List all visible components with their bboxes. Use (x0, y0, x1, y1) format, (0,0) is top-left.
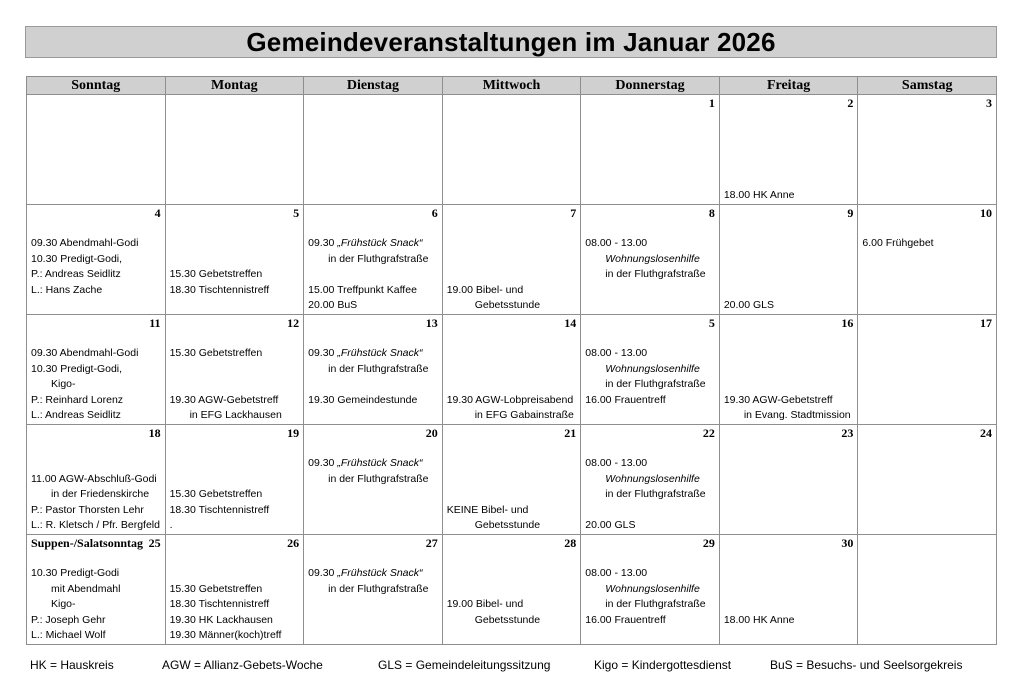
event-list (170, 456, 302, 534)
event-line: 09.30 „Frühstück Snack“ (308, 567, 423, 579)
event-line (31, 456, 163, 472)
event-line (170, 566, 302, 582)
day-cell-content (720, 425, 858, 534)
event-line: 10.30 Predigt-Godi (31, 567, 120, 579)
day-cell-content (443, 95, 581, 204)
day-cell (165, 425, 304, 535)
event-line: L.: Andreas Seidlitz (31, 409, 121, 422)
event-list (170, 346, 302, 424)
day-cell (581, 95, 720, 205)
day-cell-content (858, 205, 996, 314)
day-cell-content (581, 205, 719, 314)
day-cell-content (166, 205, 304, 314)
day-number: 9 (847, 206, 854, 220)
day-cell (442, 205, 581, 315)
day-cell (581, 315, 720, 425)
week-row (27, 425, 997, 535)
day-cell-content (720, 95, 858, 204)
title-bar (25, 26, 997, 58)
event-line: 15.00 Treffpunkt Kaffee (308, 283, 417, 296)
event-line (724, 362, 856, 378)
day-cell-content (443, 425, 581, 534)
day-cell-content (304, 425, 442, 534)
event-line: in der Fluthgrafstraße (328, 582, 429, 595)
event-line: 15.30 Gebetstreffen (169, 582, 263, 595)
event-line: in der Fluthgrafstraße (605, 378, 706, 391)
event-line: 09.30 „Frühstück Snack“ (308, 237, 423, 249)
event-line (724, 142, 856, 158)
event-line: 10.30 Predigt-Godi, (31, 252, 123, 265)
calendar-body (27, 95, 997, 645)
event-list (31, 346, 163, 424)
weekday-monday: Montag (165, 77, 304, 95)
day-cell-content (27, 315, 165, 424)
day-number: 12 (287, 316, 300, 330)
day-cell (858, 315, 997, 425)
event-list (308, 236, 440, 314)
day-number: 1 (708, 96, 715, 110)
weekday-friday: Freitag (719, 77, 858, 95)
event-line: 19.30 AGW-Gebetstreff (723, 393, 833, 406)
event-line: 19.30 Gemeindestunde (308, 393, 418, 406)
event-list (31, 566, 163, 644)
event-line: L.: Michael Wolf (31, 629, 106, 642)
event-line (447, 377, 579, 393)
event-line (447, 362, 579, 378)
page-title: Gemeindeveranstaltungen im Januar 2026 (246, 26, 776, 57)
day-number: 3 (986, 96, 992, 110)
day-cell (304, 315, 443, 425)
event-line: in der Friedenskirche (51, 488, 150, 501)
event-line: 08.00 - 13.00 (585, 237, 648, 249)
day-cell-content (304, 95, 442, 204)
day-number: 2 (847, 96, 854, 110)
event-line (724, 582, 856, 598)
event-line (170, 252, 302, 268)
weekday-tuesday: Dienstag (304, 77, 443, 95)
event-list (447, 456, 579, 534)
event-line (170, 456, 302, 472)
event-line (170, 236, 302, 252)
event-list (724, 566, 856, 628)
day-cell-content (304, 315, 442, 424)
day-cell (719, 95, 858, 205)
event-list (308, 456, 440, 487)
day-number: 11 (149, 316, 161, 330)
day-cell (304, 95, 443, 205)
legend (30, 657, 990, 673)
day-cell (165, 535, 304, 645)
event-line: 18.30 Tischtennistreff (169, 598, 270, 611)
legend-kigo: Kigo = Kindergottesdienst (594, 658, 732, 672)
day-cell-content (304, 535, 442, 644)
event-list (585, 236, 717, 283)
day-cell-content (443, 315, 581, 424)
event-list (170, 236, 302, 298)
day-cell (27, 315, 166, 425)
event-line (170, 377, 302, 393)
day-cell-content (720, 535, 858, 644)
event-list (724, 236, 856, 314)
day-cell-content (166, 425, 304, 534)
event-line: in der Fluthgrafstraße (328, 252, 429, 265)
weekday-saturday: Samstag (858, 77, 997, 95)
event-line: in EFG Lackhausen (189, 409, 282, 422)
event-line: P.: Reinhard Lorenz (31, 393, 124, 406)
day-cell (442, 95, 581, 205)
event-line: 19.30 Männer(koch)treff (169, 629, 282, 642)
day-cell (442, 535, 581, 645)
event-line: . (169, 519, 173, 532)
day-number: 19 (287, 426, 300, 440)
day-cell (27, 535, 166, 645)
event-line: 20.00 BuS (308, 299, 358, 312)
legend-gls: GLS = Gemeindeleitungssitzung (378, 658, 551, 672)
event-line (724, 126, 856, 142)
day-cell (304, 425, 443, 535)
event-line (447, 346, 579, 362)
day-cell (581, 205, 720, 315)
event-line: 08.00 - 13.00 (585, 567, 648, 579)
week-row (27, 535, 997, 645)
day-cell-content (166, 535, 304, 644)
day-cell (27, 425, 166, 535)
special-day-label: Suppen-/Salatsonntag (31, 536, 144, 550)
day-number: 10 (980, 206, 992, 220)
day-cell (581, 535, 720, 645)
day-cell-content (166, 95, 304, 204)
weekday-header-row (27, 77, 997, 95)
day-cell-content (858, 535, 996, 644)
event-line: L.: Hans Zache (31, 283, 103, 296)
event-line: 16.00 Frauentreff (585, 393, 666, 406)
event-line: Kigo- (51, 598, 76, 611)
event-list (724, 126, 856, 204)
day-number: 30 (841, 536, 854, 550)
event-list (31, 456, 163, 534)
day-cell-content (858, 315, 996, 424)
day-number: 6 (431, 206, 438, 220)
day-cell (719, 535, 858, 645)
weekday-sunday: Sonntag (27, 77, 166, 95)
day-cell (304, 205, 443, 315)
day-number: 29 (702, 536, 715, 550)
event-line (308, 267, 440, 283)
day-cell (719, 425, 858, 535)
weekday-thursday: Donnerstag (581, 77, 720, 95)
event-list (447, 566, 579, 628)
event-line: Wohnungslosenhilfe (605, 362, 700, 375)
event-line (724, 173, 856, 189)
event-line: Wohnungslosenhilfe (605, 252, 700, 265)
day-cell (27, 205, 166, 315)
event-line: 09.30 „Frühstück Snack“ (308, 347, 423, 359)
day-cell-content (720, 315, 858, 424)
event-line: in der Fluthgrafstraße (328, 362, 429, 375)
day-cell-content (581, 535, 719, 644)
event-line: L.: R. Kletsch / Pfr. Bergfeld (31, 519, 160, 532)
event-line: 09.30 „Frühstück Snack“ (308, 457, 423, 469)
event-line (724, 252, 856, 268)
day-cell (304, 535, 443, 645)
week-row (27, 315, 997, 425)
event-line (447, 582, 579, 598)
event-list (585, 456, 717, 534)
event-line: 20.00 GLS (585, 519, 636, 532)
event-list (862, 236, 994, 252)
day-cell (719, 315, 858, 425)
weekday-wednesday: Mittwoch (442, 77, 581, 95)
event-line: Kigo- (51, 378, 76, 391)
day-cell (165, 95, 304, 205)
day-number: 25 (148, 536, 161, 550)
day-number: 13 (425, 316, 438, 330)
event-line: 11.00 AGW-Abschluß-Godi (31, 472, 157, 485)
event-line: P.: Pastor Thorsten Lehr (31, 503, 144, 516)
day-cell (858, 535, 997, 645)
day-number: 5 (293, 206, 300, 220)
event-line: in der Fluthgrafstraße (328, 472, 429, 485)
event-list (585, 566, 717, 628)
event-line (724, 377, 856, 393)
day-cell (719, 205, 858, 315)
day-cell-content (720, 205, 858, 314)
event-line (447, 236, 579, 252)
day-cell-content (581, 315, 719, 424)
event-line (724, 157, 856, 173)
day-cell-content (443, 205, 581, 314)
event-list (308, 346, 440, 408)
day-cell-content (27, 535, 165, 644)
event-line (447, 267, 579, 283)
week-row (27, 205, 997, 315)
day-number: 22 (702, 426, 715, 440)
event-list (308, 566, 440, 597)
day-number: 20 (425, 426, 438, 440)
event-line (170, 362, 302, 378)
event-line: KEINE Bibel- und (446, 503, 529, 516)
event-line: Wohnungslosenhilfe (605, 472, 700, 485)
event-line: Gebetsstunde (474, 613, 541, 626)
event-line: 08.00 - 13.00 (585, 457, 648, 469)
event-line: Wohnungslosenhilfe (605, 582, 700, 595)
event-line (724, 236, 856, 252)
day-cell (442, 425, 581, 535)
event-line: 19.00 Bibel- und (446, 283, 524, 296)
event-line (447, 472, 579, 488)
day-number: 8 (708, 206, 715, 220)
day-cell-content (858, 95, 996, 204)
event-line (724, 267, 856, 283)
day-cell (165, 205, 304, 315)
event-line: 10.30 Predigt-Godi, (31, 362, 123, 375)
event-line: 19.30 AGW-Gebetstreff (169, 393, 279, 406)
event-line: 19.00 Bibel- und (446, 598, 524, 611)
event-line (447, 252, 579, 268)
day-number: 24 (980, 426, 992, 440)
event-line: P.: Andreas Seidlitz (31, 268, 121, 281)
day-cell (858, 95, 997, 205)
event-line (585, 503, 717, 519)
event-line: in EFG Gabainstraße (474, 409, 574, 422)
event-line: in der Fluthgrafstraße (605, 488, 706, 501)
event-line: Gebetsstunde (474, 519, 541, 532)
event-line: 6.00 Frühgebet (862, 237, 934, 249)
event-line: P.: Joseph Gehr (31, 613, 106, 626)
legend-hk: HK = Hauskreis (30, 658, 114, 672)
day-cell (165, 315, 304, 425)
event-line: 20.00 GLS (723, 299, 775, 312)
event-line: 15.30 Gebetstreffen (169, 268, 263, 281)
event-line (447, 487, 579, 503)
day-cell (581, 425, 720, 535)
event-line (724, 346, 856, 362)
event-line: in Evang. Stadtmission (743, 409, 851, 422)
day-cell (858, 425, 997, 535)
week-row (27, 95, 997, 205)
event-line (170, 472, 302, 488)
event-line (724, 566, 856, 582)
day-cell (27, 95, 166, 205)
event-line (308, 377, 440, 393)
event-line: 18.00 HK Anne (723, 189, 795, 202)
event-list (724, 346, 856, 424)
event-line (724, 283, 856, 299)
event-list (447, 346, 579, 424)
event-line: 09.30 Abendmahl-Godi (31, 347, 139, 359)
day-cell (442, 315, 581, 425)
event-line: Gebetsstunde (474, 299, 541, 312)
legend-bus: BuS = Besuchs- und Seelsorgekreis (770, 658, 963, 672)
event-list (31, 236, 163, 298)
event-list (170, 566, 302, 644)
day-cell-content (581, 425, 719, 534)
event-line: 18.00 HK Anne (723, 613, 795, 626)
day-number: 21 (564, 426, 577, 440)
event-line: 08.00 - 13.00 (585, 347, 648, 359)
day-cell-content (166, 315, 304, 424)
day-number: 18 (148, 426, 161, 440)
event-line: in der Fluthgrafstraße (605, 598, 706, 611)
day-number: 16 (841, 316, 854, 330)
event-list (447, 236, 579, 314)
day-number: 23 (841, 426, 854, 440)
day-number: 14 (564, 316, 577, 330)
legend-agw: AGW = Allianz-Gebets-Woche (162, 658, 323, 672)
event-line: 19.30 HK Lackhausen (169, 613, 273, 626)
event-line: mit Abendmahl (51, 582, 121, 595)
day-cell-content (304, 205, 442, 314)
event-line: 18.30 Tischtennistreff (169, 283, 270, 296)
day-number: 4 (154, 206, 161, 220)
event-line: 16.00 Frauentreff (585, 613, 666, 626)
day-number: 27 (425, 536, 438, 550)
day-cell-content (581, 95, 719, 204)
event-line (447, 456, 579, 472)
event-list (585, 346, 717, 408)
day-number: 28 (564, 536, 577, 550)
day-number: 26 (287, 536, 300, 550)
day-cell-content (858, 425, 996, 534)
day-cell-content (27, 95, 165, 204)
day-cell-content (443, 535, 581, 644)
day-cell (858, 205, 997, 315)
day-cell-content (27, 205, 165, 314)
day-number: 17 (980, 316, 992, 330)
event-line: 09.30 Abendmahl-Godi (31, 237, 139, 249)
event-line: 18.30 Tischtennistreff (169, 503, 270, 516)
day-cell-content (27, 425, 165, 534)
event-line: in der Fluthgrafstraße (605, 268, 706, 281)
event-line (447, 566, 579, 582)
event-line (724, 597, 856, 613)
event-line: 19.30 AGW-Lobpreisabend (446, 393, 574, 406)
calendar-table (26, 76, 997, 645)
day-number: 5 (708, 316, 715, 330)
day-number: 7 (570, 206, 577, 220)
event-line: 15.30 Gebetstreffen (169, 488, 263, 501)
event-line: 15.30 Gebetstreffen (169, 347, 263, 359)
